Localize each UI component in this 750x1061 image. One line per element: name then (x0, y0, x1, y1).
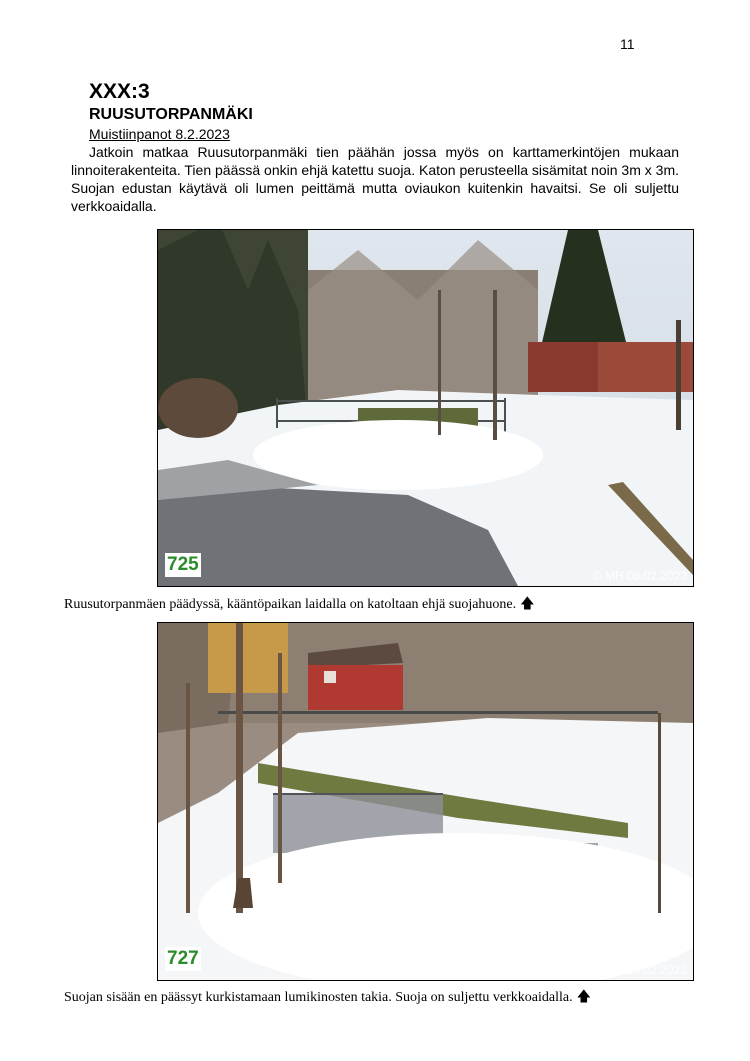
up-arrow-icon: 🡅 (520, 596, 535, 612)
up-arrow-icon: 🡅 (576, 989, 591, 1005)
photo-727-scene (158, 623, 693, 980)
caption-text: Suojan sisään en päässyt kurkistamaan lumikinosten takia. Suoja on suljettu verkkoaidalla. (64, 990, 573, 1005)
photo-copyright: © MH 08.02.2023 (592, 963, 687, 977)
photo-caption (64, 986, 591, 1010)
photo-caption (64, 593, 535, 617)
section-subheading: RUUSUTORPANMÄKI (89, 106, 253, 123)
page-number: 11 (620, 36, 635, 52)
caption-text: Ruusutorpanmäen päädyssä, kääntöpaikan laidalla on katoltaan ehjä suojahuone. (64, 597, 517, 612)
body-paragraph: Jatkoin matkaa Ruusutorpanmäki tien päähän jossa myös on karttamerkintöjen mukaan linnoiterakenteita. Tien päässä onkin ehjä katettu suoja. Katon perusteella sisämitat noin 3m x 3m. Suojan edustan käytävä oli lumen peittämä mutta oviaukon kuitenkin havaitsi. Se oli suljettu verkkoaidalla. (71, 144, 679, 214)
photo-727 (157, 622, 694, 981)
photo-copyright: © MH 08.02.2023 (592, 569, 687, 583)
notes-date: Muistiinpanot 8.2.2023 (89, 126, 230, 142)
photo-725 (157, 229, 694, 587)
section-heading: XXX:3 (89, 80, 150, 103)
photo-number-badge: 727 (167, 948, 199, 969)
photo-725-scene (158, 230, 693, 586)
photo-number-badge: 725 (167, 554, 199, 575)
